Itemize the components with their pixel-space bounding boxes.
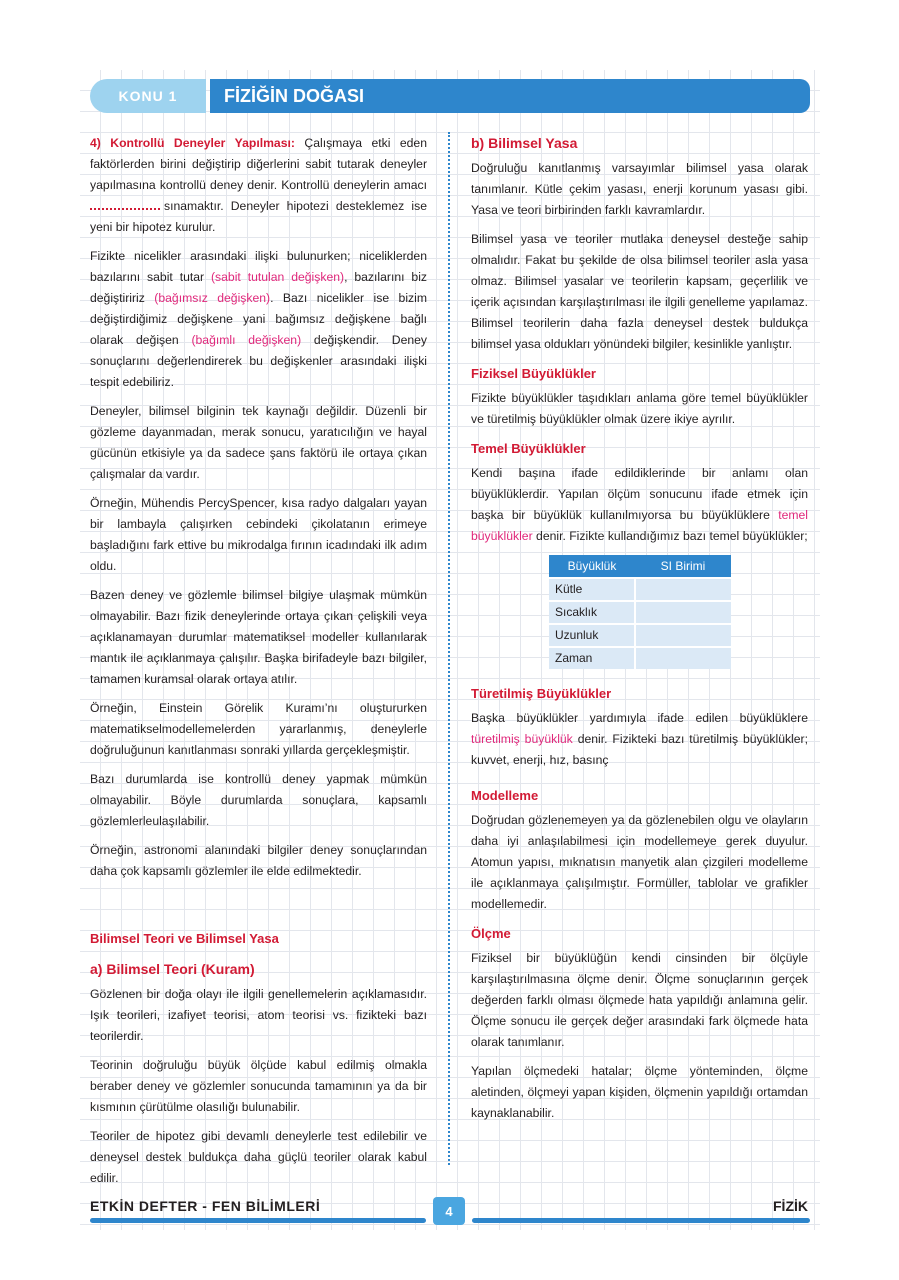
table-row [549,624,731,647]
paragraph: Örneğin, Einstein Görelik Kuramı’nı oluştururken matematikselmodellemelerden yararlanmış, deneylerle doğruluğunun kanıtlanması sonraki yıllarda gerçekleşmiştir. [90,701,427,757]
footer-book-title: ETKİN DEFTER - FEN BİLİMLERİ [90,1198,321,1214]
right-column [471,133,808,1132]
table-cell: Zaman [549,647,635,669]
paragraph: Bilimsel yasa ve teoriler mutlaka deneysel desteğe sahip olmalıdır. Fakat bu şekilde de olsa bilimsel teoriler asla yasa olmaz. Bilimsel yasalar ve teorilerin kapsam, geçerlilik ve içerik açısından karşılaştırılması ile ilgili genelleme yapılamaz. Bilimsel teorilerin daha fazla deneysel destek buldukça bilimsel yasa oldukları yönündeki bilgiler, kesinlikle yanlıştır. [471,232,808,351]
table-header-row [549,555,731,578]
footer-subject: FİZİK [773,1198,808,1214]
text-span: denir. Fizikteki bazı türetilmiş büyüklükler; kuvvet, enerji, hız, basınç [471,732,808,767]
title-bar [210,79,810,113]
footer-bar-left [90,1218,426,1223]
variables-paragraph [90,246,427,393]
paragraph: Bazı durumlarda ise kontrollü deney yapmak mümkün olmayabilir. Böyle durumlarda sonuçlara, kapsamlı gözlemlerleulaşılabilir. [90,772,427,828]
page-footer [90,1196,810,1226]
paragraph: Yapılan ölçmedeki hatalar; ölçme yönteminden, ölçme aletinden, ölçmeyi yapan kişiden, ölçmenin yapıldığı ortamdan kaynaklanabilir. [471,1064,808,1120]
controlled-experiments-heading: 4) Kontrollü Deneyler Yapılması: [90,136,295,150]
section-heading-physical-quantities: Fiziksel Büyüklükler [471,366,596,381]
table-cell [635,601,731,624]
paragraph: Teoriler de hipotez gibi devamlı deneylerle test edilebilir ve deneysel destek buldukça daha güçlü teoriler olarak kabul edilir. [90,1129,427,1185]
text-span: , bazılarını biz değiştiririz [90,270,428,305]
table-header-cell: SI Birimi [635,555,731,578]
text-span: denir. Fizikte kullandığımız bazı temel büyüklükler; [532,529,808,543]
table-cell: Sıcaklık [549,601,635,624]
table-cell [635,647,731,669]
section-heading-theory: a) Bilimsel Teori (Kuram) [90,961,255,977]
fundamental-quantities-paragraph [471,463,808,547]
section-heading-law: b) Bilimsel Yasa [471,135,578,151]
controlled-experiments-paragraph [90,133,427,238]
paragraph: Örneğin, Mühendis PercySpencer, kısa radyo dalgaları yayan bir lambayla çalışırken cebindeki çikolatanın erimeye başladığını fark ettive bu mikrodalga fırının icadındaki ilk adım oldu. [90,496,427,573]
paragraph: Deneyler, bilimsel bilginin tek kaynağı değildir. Düzenli bir gözleme dayanmadan, merak sonucu, yaratıcılığın ve hayal gücünün etkisiyle ya da sadece şans faktörü ile ortaya çıkan çalışmalar da vardır. [90,404,427,481]
paragraph: Fiziksel bir büyüklüğün kendi cinsinden bir ölçüyle karşılaştırılmasına ölçme denir. Ölçme sonuçlarının gerçek değerden farklı olması ölçmede hata yapıldığı anlamına gelir. Ölçme sonucu ile gerçek değer arasındaki fark ölçmede hata olarak tanımlanır. [471,951,808,1049]
footer-bar-right [472,1218,810,1223]
table-cell: Uzunluk [549,624,635,647]
text-span: Fizikte nicelikler arasındaki ilişki bulunurken; niceliklerden bazılarını sabit tutar [90,249,427,284]
table-row [549,601,731,624]
page-title: FİZİĞİN DOĞASI [224,86,365,106]
section-heading-modelling: Modelleme [471,788,539,803]
highlight-derived-quantity: türetilmiş büyüklük [471,732,573,746]
si-units-table [549,555,731,669]
text-span: Başka büyüklükler yardımıyla ifade edilen büyüklüklere [471,711,808,725]
paragraph: Bazen deney ve gözlemle bilimsel bilgiye ulaşmak mümkün olmayabilir. Bazı fizik deneylerinde ortaya çıkan çelişkili veya açıklanamayan durumlar matematiksel modeller kullanılarak mantık ile açıklanmaya çalışılır. Başka birifadeyle bazı bilgiler, tamamen kuramsal olarak ortaya atılır. [90,588,427,686]
text-span: Kendi başına ifade edildiklerinde bir anlamı olan büyüklüklerdir. Yapılan ölçüm sonucunu ifade etmek için başka bir büyüklük kullanılmıyorsa bu büyüklüklere [471,466,808,522]
left-column [90,133,427,1197]
paragraph: Gözlenen bir doğa olayı ile ilgili genellemelerin açıklamasıdır. Işık teorileri, izafiyet teorisi, atom teorisi vs. fizikteki bazı teorilerdir. [90,987,427,1043]
page-number: 4 [433,1197,465,1225]
table-cell: Kütle [549,578,635,601]
highlight-fundamental-quantities: temel büyüklükler [471,508,808,543]
text-span: . Bazı nicelikler ise bizim değiştirdiğimiz değişkene yani bağımsız değişkene bağlı olarak değişen [90,291,427,347]
paragraph: Doğrudan gözlenemeyen ya da gözlenebilen olgu ve olayların daha iyi anlaşılabilmesi için modellemeye gerek duyulur. Atomun yapısı, mıknatısın manyetik alan çizgileri modelleme ile açıklanmaya çalışılmıştır. Formüller, tablolar ve grafikler modellemedir. [471,813,808,911]
highlight-dependent-variable: (bağımlı değişken) [191,333,302,347]
text-span: değişkendir. Deney sonuçlarını değerlendirerek bu değişkenler arasındaki ilişki tespit edebiliriz. [90,333,427,389]
paragraph: Teorinin doğruluğu büyük ölçüde kabul edilmiş olmakla beraber deney ve gözlemler sonucunda tamamının ya da bir kısmının çürütülme olasılığı bulunabilir. [90,1058,427,1114]
section-heading-derived-quantities: Türetilmiş Büyüklükler [471,686,612,701]
page-header [90,79,810,113]
highlight-independent-variable: (bağımsız değişken) [154,291,271,305]
column-divider [448,132,450,1165]
paragraph: Doğruluğu kanıtlanmış varsayımlar bilimsel yasa olarak tanımlanır. Kütle çekim yasası, enerji korunum yasası gibi. Yasa ve teori birbirinden farklı kavramlardır. [471,161,808,217]
section-heading-fundamental-quantities: Temel Büyüklükler [471,441,586,456]
highlight-constant-variable: (sabit tutulan değişken) [211,270,345,284]
fill-in-blank [90,197,160,210]
table-header-cell: Büyüklük [549,555,635,578]
derived-quantities-paragraph [471,708,808,771]
text-span: Çalışmaya etki eden faktörlerden birini değiştirip diğerlerini sabit tutarak deneyler yapılmasına kontrollü deney denir. Kontrollü deneylerin amacı [90,136,427,192]
table-cell [635,624,731,647]
paragraph: Fizikte büyüklükler taşıdıkları anlama göre temel büyüklükler ve türetilmiş büyüklükler olmak üzere ikiye ayrılır. [471,391,808,426]
section-heading-measurement: Ölçme [471,926,511,941]
table-row [549,578,731,601]
paragraph: Örneğin, astronomi alanındaki bilgiler deney sonuçlarından daha çok kapsamlı gözlemler ile elde edilmektedir. [90,843,427,878]
text-span: sınamaktır. Deneyler hipotezi desteklemez ise yeni bir hipotez kurulur. [90,199,427,234]
table-cell [635,578,731,601]
section-heading-theory-law: Bilimsel Teori ve Bilimsel Yasa [90,931,279,946]
unit-label: KONU 1 [90,79,206,113]
table-row [549,647,731,669]
